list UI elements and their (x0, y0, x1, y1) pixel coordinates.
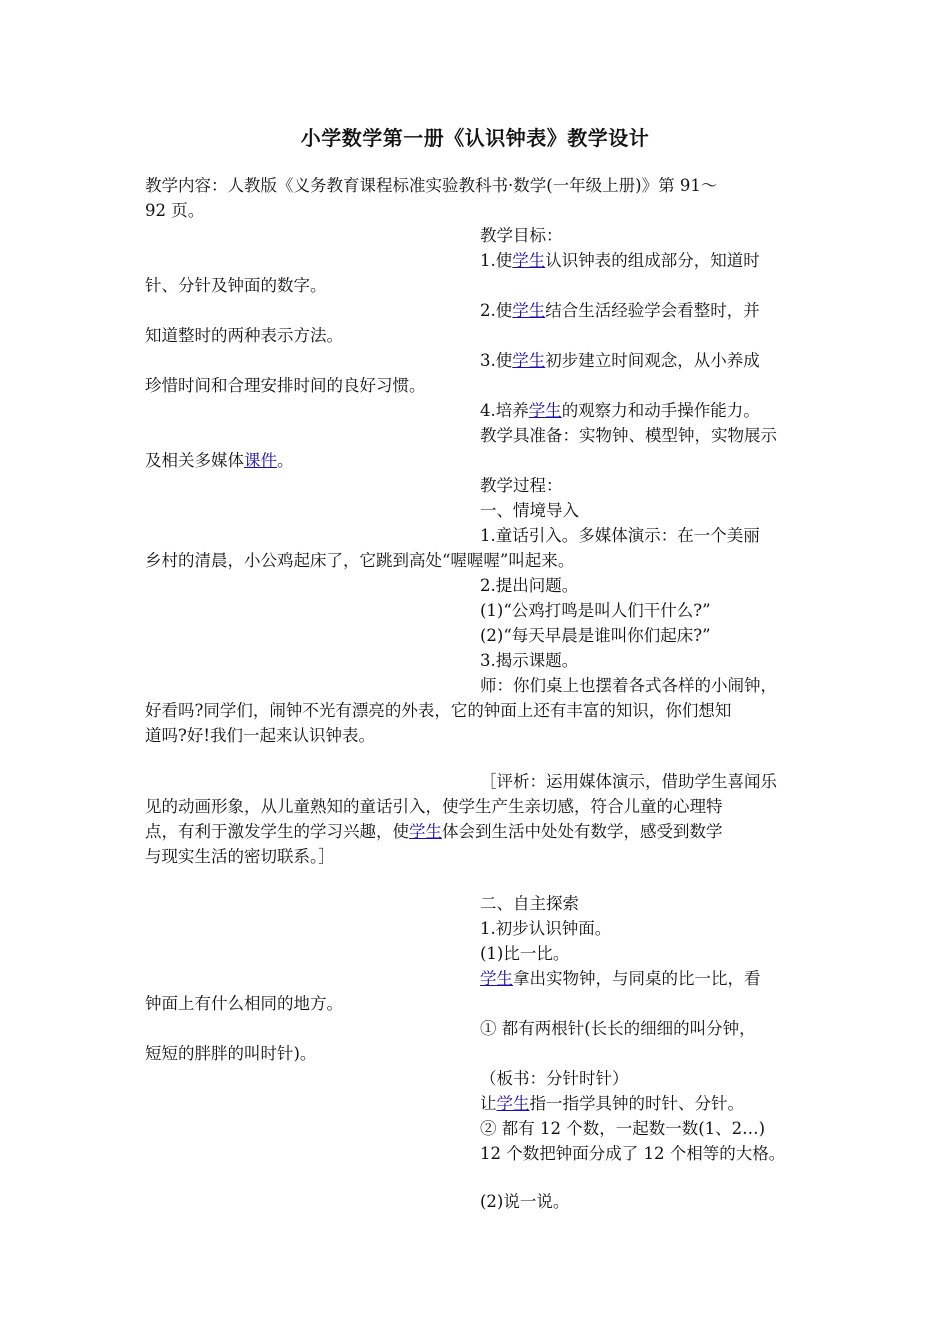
section-1-item-1: 1.童话引入。多媒体演示：在一个美丽 (480, 526, 760, 545)
review-line-cont (145, 819, 815, 844)
goal-3-cont: 珍惜时间和合理安排时间的良好习惯。 (145, 376, 426, 395)
goal-text: 的观察力和动手操作能力。 (561, 401, 760, 420)
teaching-content-line: 教学内容：人教版《义务教育课程标准实验教科书·数学(一年级上册)》第 91～ (145, 176, 718, 195)
review-line-cont: 见的动画形象，从儿童熟知的童话引入，使学生产生亲切感，符合儿童的心理特 (145, 797, 723, 816)
section-2-compare-cont: 钟面上有什么相同的地方。 (145, 994, 343, 1013)
section-2-point-1: ① 都有两根针(长长的细细的叫分钟， (480, 1019, 756, 1038)
section-2-point-2-cont: 12 个数把钟面分成了 12 个相等的大格。 (480, 1144, 786, 1163)
goal-1 (480, 248, 760, 273)
let-text: 指一指学具钟的时针、分针。 (529, 1094, 744, 1113)
section-1-item-3: 3.揭示课题。 (480, 651, 579, 670)
teacher-line-cont: 好看吗?同学们，闹钟不光有漂亮的外表，它的钟面上还有丰富的知识，你们想知 (145, 701, 732, 720)
goal-text: 初步建立时间观念，从小养成 (545, 351, 760, 370)
goal-text: 结合生活经验学会看整时，并 (545, 301, 760, 320)
goal-2-cont: 知道整时的两种表示方法。 (145, 326, 343, 345)
section-2-heading: 二、自主探索 (480, 894, 579, 913)
courseware-link[interactable]: 课件 (244, 451, 277, 470)
section-2-let (480, 1091, 744, 1116)
student-link[interactable]: 学生 (528, 401, 562, 420)
goal-text: 1.使 (480, 251, 513, 270)
process-heading: 教学过程： (480, 476, 563, 495)
document-title: 小学数学第一册《认识钟表》教学设计 (300, 126, 650, 150)
prep-line: 教学具准备：实物钟、模型钟，实物展示 (480, 426, 777, 445)
section-2-compare (480, 966, 761, 991)
prep-text: 及相关多媒体 (145, 451, 244, 470)
goal-text: 3.使 (480, 351, 513, 370)
review-line: ［评析：运用媒体演示，借助学生喜闻乐 (480, 772, 777, 791)
student-link[interactable]: 学生 (512, 251, 546, 270)
section-1-item-2: 2.提出问题。 (480, 576, 579, 595)
section-1-question-2: (2)“每天早晨是谁叫你们起床?” (480, 626, 711, 645)
board-note: （板书：分针时针） (480, 1069, 629, 1088)
compare-text: 拿出实物钟，与同桌的比一比，看 (513, 969, 761, 988)
student-link[interactable]: 学生 (512, 301, 546, 320)
section-2-sub-2: (2)说一说。 (480, 1192, 570, 1211)
prep-text: 。 (277, 451, 294, 470)
section-1-heading: 一、情境导入 (480, 501, 579, 520)
teacher-line-cont: 道吗?好!我们一起来认识钟表。 (145, 726, 375, 745)
section-2-point-2: ② 都有 12 个数，一起数一数(1、2…) (480, 1119, 766, 1138)
goal-3 (480, 348, 760, 373)
section-2-point-1-cont: 短短的胖胖的叫时针)。 (145, 1044, 317, 1063)
section-2-item-1: 1.初步认识钟面。 (480, 919, 612, 938)
prep-line-cont (145, 448, 815, 473)
goal-text: 认识钟表的组成部分，知道时 (545, 251, 760, 270)
review-text: 体会到生活中处处有数学，感受到数学 (442, 822, 723, 841)
student-link[interactable]: 学生 (409, 822, 442, 841)
goals-heading: 教学目标： (480, 226, 563, 245)
student-link[interactable]: 学生 (480, 969, 513, 988)
section-1-question-1: (1)“公鸡打鸣是叫人们干什么?” (480, 601, 711, 620)
teacher-line: 师：你们桌上也摆着各式各样的小闹钟， (480, 676, 777, 695)
student-link[interactable]: 学生 (496, 1094, 530, 1113)
goal-text: 4.培养 (480, 401, 529, 420)
let-text: 让 (480, 1094, 497, 1113)
section-2-sub-1: (1)比一比。 (480, 944, 570, 963)
review-line-cont: 与现实生活的密切联系。］ (145, 847, 335, 866)
section-1-item-1-cont: 乡村的清晨，小公鸡起床了，它跳到高处“喔喔喔”叫起来。 (145, 551, 575, 570)
goal-1-cont: 针、分针及钟面的数字。 (145, 276, 327, 295)
student-link[interactable]: 学生 (512, 351, 546, 370)
review-text: 点，有利于激发学生的学习兴趣，使 (145, 822, 409, 841)
goal-2 (480, 298, 760, 323)
goal-4 (480, 398, 760, 423)
goal-text: 2.使 (480, 301, 513, 320)
teaching-content-line: 92 页。 (145, 201, 205, 220)
